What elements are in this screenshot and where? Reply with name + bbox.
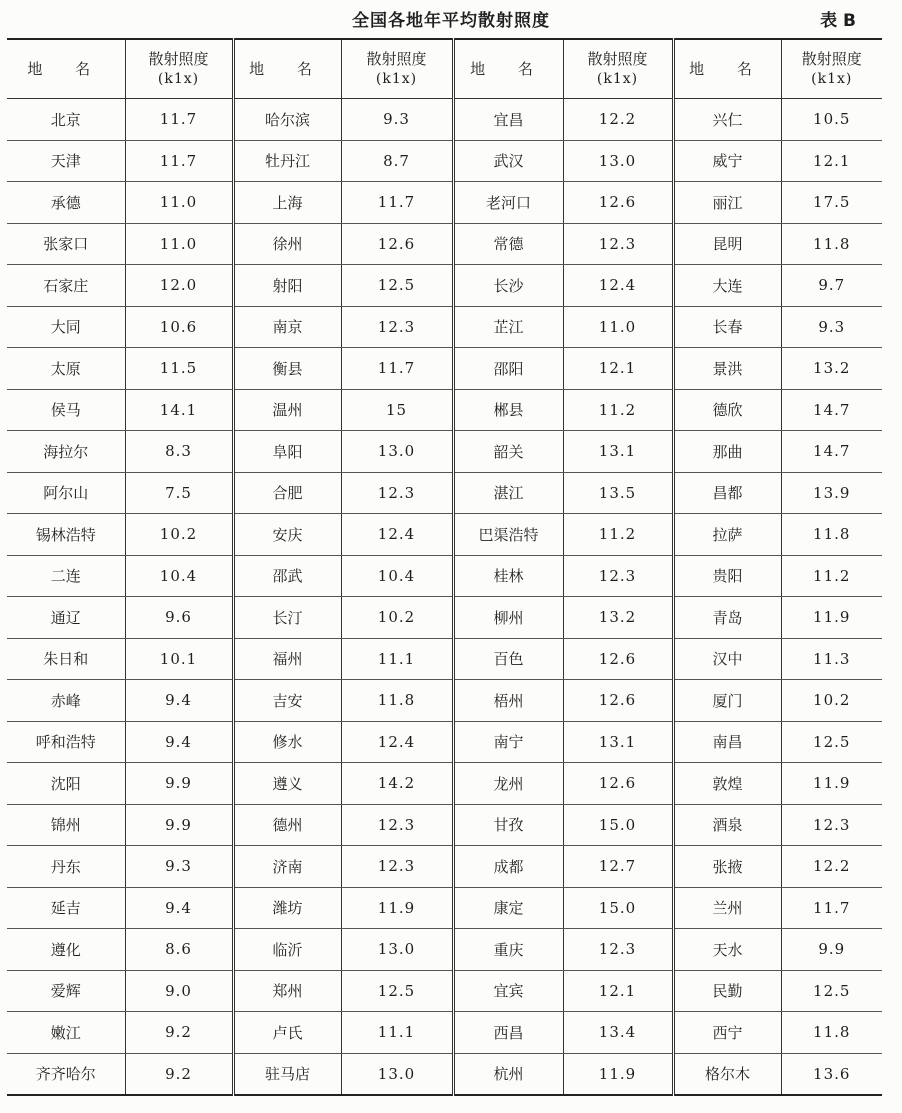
irradiance-value: 13.6 bbox=[781, 1053, 882, 1095]
irradiance-value: 14.7 bbox=[781, 389, 882, 431]
irradiance-value: 8.7 bbox=[341, 140, 453, 182]
station-name: 威宁 bbox=[673, 140, 781, 182]
irradiance-value: 11.8 bbox=[781, 514, 882, 556]
irradiance-value: 12.5 bbox=[341, 265, 453, 307]
station-name: 郑州 bbox=[233, 970, 341, 1012]
table-row bbox=[7, 887, 882, 929]
station-name: 锦州 bbox=[7, 804, 125, 846]
station-name: 牡丹江 bbox=[233, 140, 341, 182]
station-name: 杭州 bbox=[453, 1053, 563, 1095]
table-row bbox=[7, 1053, 882, 1095]
irradiance-value: 12.4 bbox=[341, 514, 453, 556]
irradiance-value: 12.6 bbox=[563, 638, 673, 680]
irradiance-value: 12.7 bbox=[563, 846, 673, 888]
irradiance-value: 13.1 bbox=[563, 721, 673, 763]
irradiance-value: 11.0 bbox=[125, 182, 233, 224]
irradiance-value: 9.4 bbox=[125, 887, 233, 929]
table-header-row bbox=[7, 39, 882, 99]
header-value-label: 散射照度 bbox=[801, 50, 862, 68]
station-name: 丽江 bbox=[673, 182, 781, 224]
irradiance-value: 13.0 bbox=[341, 1053, 453, 1095]
station-name: 南昌 bbox=[673, 721, 781, 763]
header-name-col-3: 地 名 bbox=[453, 39, 563, 99]
station-name: 长汀 bbox=[233, 597, 341, 639]
station-name: 大同 bbox=[7, 306, 125, 348]
header-unit-label: (k1x) bbox=[596, 71, 639, 87]
table-row bbox=[7, 223, 882, 265]
station-name: 徐州 bbox=[233, 223, 341, 265]
station-name: 武汉 bbox=[453, 140, 563, 182]
station-name: 安庆 bbox=[233, 514, 341, 556]
header-value-label: 散射照度 bbox=[148, 50, 209, 68]
irradiance-value: 13.2 bbox=[781, 348, 882, 390]
station-name: 贵阳 bbox=[673, 555, 781, 597]
station-name: 卢氏 bbox=[233, 1012, 341, 1054]
station-name: 阿尔山 bbox=[7, 472, 125, 514]
irradiance-value: 9.2 bbox=[125, 1053, 233, 1095]
irradiance-value: 14.2 bbox=[341, 763, 453, 805]
irradiance-value: 12.6 bbox=[341, 223, 453, 265]
irradiance-value: 11.7 bbox=[125, 99, 233, 141]
irradiance-value: 12.5 bbox=[781, 721, 882, 763]
irradiance-value: 11.7 bbox=[341, 348, 453, 390]
irradiance-value: 7.5 bbox=[125, 472, 233, 514]
table-row bbox=[7, 348, 882, 390]
station-name: 福州 bbox=[233, 638, 341, 680]
irradiance-value: 11.2 bbox=[563, 389, 673, 431]
irradiance-value: 10.2 bbox=[341, 597, 453, 639]
station-name: 拉萨 bbox=[673, 514, 781, 556]
table-row bbox=[7, 431, 882, 473]
irradiance-value: 13.4 bbox=[563, 1012, 673, 1054]
station-name: 汉中 bbox=[673, 638, 781, 680]
station-name: 青岛 bbox=[673, 597, 781, 639]
header-name-col-2: 地 名 bbox=[233, 39, 341, 99]
irradiance-value: 13.0 bbox=[341, 929, 453, 971]
irradiance-value: 9.3 bbox=[125, 846, 233, 888]
irradiance-value: 12.3 bbox=[341, 472, 453, 514]
station-name: 阜阳 bbox=[233, 431, 341, 473]
irradiance-value: 10.1 bbox=[125, 638, 233, 680]
irradiance-value: 10.2 bbox=[781, 680, 882, 722]
irradiance-value: 11.0 bbox=[125, 223, 233, 265]
irradiance-value: 12.5 bbox=[341, 970, 453, 1012]
station-name: 张家口 bbox=[7, 223, 125, 265]
station-name: 承德 bbox=[7, 182, 125, 224]
irradiance-value: 12.3 bbox=[563, 223, 673, 265]
station-name: 那曲 bbox=[673, 431, 781, 473]
station-name: 朱日和 bbox=[7, 638, 125, 680]
table-row bbox=[7, 306, 882, 348]
irradiance-value: 9.0 bbox=[125, 970, 233, 1012]
irradiance-value: 9.9 bbox=[781, 929, 882, 971]
station-name: 甘孜 bbox=[453, 804, 563, 846]
station-name: 康定 bbox=[453, 887, 563, 929]
irradiance-value: 9.9 bbox=[125, 763, 233, 805]
irradiance-value: 11.1 bbox=[341, 1012, 453, 1054]
station-name: 韶关 bbox=[453, 431, 563, 473]
station-name: 昌都 bbox=[673, 472, 781, 514]
station-name: 上海 bbox=[233, 182, 341, 224]
irradiance-value: 12.0 bbox=[125, 265, 233, 307]
irradiance-value: 11.8 bbox=[781, 1012, 882, 1054]
station-name: 邵武 bbox=[233, 555, 341, 597]
station-name: 遵化 bbox=[7, 929, 125, 971]
irradiance-value: 11.8 bbox=[781, 223, 882, 265]
station-name: 宜宾 bbox=[453, 970, 563, 1012]
page-title: 全国各地年平均散射照度 bbox=[352, 11, 550, 31]
station-name: 太原 bbox=[7, 348, 125, 390]
irradiance-value: 9.3 bbox=[341, 99, 453, 141]
station-name: 郴县 bbox=[453, 389, 563, 431]
station-name: 兰州 bbox=[673, 887, 781, 929]
irradiance-value: 12.1 bbox=[781, 140, 882, 182]
irradiance-value: 12.2 bbox=[563, 99, 673, 141]
table-row bbox=[7, 970, 882, 1012]
station-name: 敦煌 bbox=[673, 763, 781, 805]
station-name: 呼和浩特 bbox=[7, 721, 125, 763]
irradiance-value: 13.5 bbox=[563, 472, 673, 514]
station-name: 南京 bbox=[233, 306, 341, 348]
irradiance-value: 9.4 bbox=[125, 680, 233, 722]
station-name: 长春 bbox=[673, 306, 781, 348]
irradiance-value: 9.6 bbox=[125, 597, 233, 639]
irradiance-value: 15 bbox=[341, 389, 453, 431]
irradiance-value: 13.0 bbox=[341, 431, 453, 473]
station-name: 衡县 bbox=[233, 348, 341, 390]
irradiance-value: 11.9 bbox=[563, 1053, 673, 1095]
irradiance-value: 9.3 bbox=[781, 306, 882, 348]
station-name: 德欣 bbox=[673, 389, 781, 431]
station-name: 长沙 bbox=[453, 265, 563, 307]
station-name: 成都 bbox=[453, 846, 563, 888]
irradiance-value: 13.0 bbox=[563, 140, 673, 182]
station-name: 龙州 bbox=[453, 763, 563, 805]
station-name: 海拉尔 bbox=[7, 431, 125, 473]
table-row bbox=[7, 182, 882, 224]
station-name: 西昌 bbox=[453, 1012, 563, 1054]
irradiance-value: 11.1 bbox=[341, 638, 453, 680]
station-name: 宜昌 bbox=[453, 99, 563, 141]
irradiance-value: 12.4 bbox=[563, 265, 673, 307]
station-name: 修水 bbox=[233, 721, 341, 763]
table-body bbox=[7, 99, 882, 1096]
station-name: 济南 bbox=[233, 846, 341, 888]
table-row bbox=[7, 99, 882, 141]
irradiance-value: 12.3 bbox=[341, 804, 453, 846]
irradiance-value: 11.7 bbox=[781, 887, 882, 929]
table-row bbox=[7, 389, 882, 431]
irradiance-value: 11.3 bbox=[781, 638, 882, 680]
station-name: 通辽 bbox=[7, 597, 125, 639]
irradiance-value: 11.5 bbox=[125, 348, 233, 390]
irradiance-value: 12.1 bbox=[563, 348, 673, 390]
station-name: 温州 bbox=[233, 389, 341, 431]
header-value-col-3 bbox=[563, 39, 673, 99]
table-row bbox=[7, 929, 882, 971]
station-name: 北京 bbox=[7, 99, 125, 141]
station-name: 遵义 bbox=[233, 763, 341, 805]
station-name: 兴仁 bbox=[673, 99, 781, 141]
page-header bbox=[0, 0, 902, 36]
station-name: 锡林浩特 bbox=[7, 514, 125, 556]
irradiance-value: 10.4 bbox=[341, 555, 453, 597]
station-name: 临沂 bbox=[233, 929, 341, 971]
irradiance-value: 10.2 bbox=[125, 514, 233, 556]
table-row bbox=[7, 140, 882, 182]
header-name-col-4: 地 名 bbox=[673, 39, 781, 99]
station-name: 大连 bbox=[673, 265, 781, 307]
header-value-col-4 bbox=[781, 39, 882, 99]
table-row bbox=[7, 514, 882, 556]
station-name: 德州 bbox=[233, 804, 341, 846]
table-row bbox=[7, 763, 882, 805]
irradiance-value: 9.2 bbox=[125, 1012, 233, 1054]
irradiance-value: 8.3 bbox=[125, 431, 233, 473]
irradiance-value: 12.2 bbox=[781, 846, 882, 888]
header-value-col-1 bbox=[125, 39, 233, 99]
station-name: 吉安 bbox=[233, 680, 341, 722]
station-name: 赤峰 bbox=[7, 680, 125, 722]
irradiance-value: 13.9 bbox=[781, 472, 882, 514]
irradiance-table bbox=[7, 38, 882, 1096]
station-name: 侯马 bbox=[7, 389, 125, 431]
irradiance-value: 13.1 bbox=[563, 431, 673, 473]
irradiance-value: 9.9 bbox=[125, 804, 233, 846]
irradiance-value: 11.7 bbox=[341, 182, 453, 224]
station-name: 梧州 bbox=[453, 680, 563, 722]
irradiance-value: 13.2 bbox=[563, 597, 673, 639]
station-name: 景洪 bbox=[673, 348, 781, 390]
station-name: 格尔木 bbox=[673, 1053, 781, 1095]
irradiance-value: 12.4 bbox=[341, 721, 453, 763]
station-name: 哈尔滨 bbox=[233, 99, 341, 141]
table-row bbox=[7, 721, 882, 763]
station-name: 爱辉 bbox=[7, 970, 125, 1012]
irradiance-value: 11.8 bbox=[341, 680, 453, 722]
station-name: 丹东 bbox=[7, 846, 125, 888]
irradiance-value: 12.3 bbox=[781, 804, 882, 846]
station-name: 芷江 bbox=[453, 306, 563, 348]
station-name: 重庆 bbox=[453, 929, 563, 971]
station-name: 驻马店 bbox=[233, 1053, 341, 1095]
station-name: 嫩江 bbox=[7, 1012, 125, 1054]
irradiance-value: 11.2 bbox=[781, 555, 882, 597]
irradiance-value: 11.9 bbox=[781, 597, 882, 639]
irradiance-value: 11.7 bbox=[125, 140, 233, 182]
table-row bbox=[7, 555, 882, 597]
irradiance-value: 15.0 bbox=[563, 804, 673, 846]
station-name: 潍坊 bbox=[233, 887, 341, 929]
irradiance-value: 12.5 bbox=[781, 970, 882, 1012]
station-name: 巴渠浩特 bbox=[453, 514, 563, 556]
station-name: 民勤 bbox=[673, 970, 781, 1012]
station-name: 天津 bbox=[7, 140, 125, 182]
irradiance-value: 11.0 bbox=[563, 306, 673, 348]
table-row bbox=[7, 265, 882, 307]
irradiance-value: 11.9 bbox=[341, 887, 453, 929]
irradiance-value: 17.5 bbox=[781, 182, 882, 224]
station-name: 昆明 bbox=[673, 223, 781, 265]
table-row bbox=[7, 472, 882, 514]
irradiance-value: 12.6 bbox=[563, 680, 673, 722]
station-name: 合肥 bbox=[233, 472, 341, 514]
header-name-col-1: 地 名 bbox=[7, 39, 125, 99]
irradiance-value: 12.3 bbox=[341, 846, 453, 888]
irradiance-value: 12.3 bbox=[341, 306, 453, 348]
station-name: 百色 bbox=[453, 638, 563, 680]
irradiance-value: 12.6 bbox=[563, 182, 673, 224]
station-name: 邵阳 bbox=[453, 348, 563, 390]
irradiance-value: 11.9 bbox=[781, 763, 882, 805]
table-label: 表 B bbox=[820, 11, 856, 31]
header-unit-label: (k1x) bbox=[375, 71, 418, 87]
irradiance-value: 9.4 bbox=[125, 721, 233, 763]
header-value-label: 散射照度 bbox=[587, 50, 648, 68]
irradiance-value: 8.6 bbox=[125, 929, 233, 971]
station-name: 西宁 bbox=[673, 1012, 781, 1054]
station-name: 柳州 bbox=[453, 597, 563, 639]
irradiance-value: 12.6 bbox=[563, 763, 673, 805]
header-unit-label: (k1x) bbox=[811, 71, 853, 87]
station-name: 石家庄 bbox=[7, 265, 125, 307]
header-value-label: 散射照度 bbox=[366, 50, 427, 68]
station-name: 南宁 bbox=[453, 721, 563, 763]
station-name: 天水 bbox=[673, 929, 781, 971]
irradiance-value: 10.6 bbox=[125, 306, 233, 348]
irradiance-value: 10.4 bbox=[125, 555, 233, 597]
table-row bbox=[7, 846, 882, 888]
irradiance-value: 10.5 bbox=[781, 99, 882, 141]
table-row bbox=[7, 1012, 882, 1054]
station-name: 桂林 bbox=[453, 555, 563, 597]
table-row bbox=[7, 597, 882, 639]
irradiance-value: 15.0 bbox=[563, 887, 673, 929]
header-unit-label: (k1x) bbox=[157, 71, 200, 87]
header-value-col-2 bbox=[341, 39, 453, 99]
station-name: 射阳 bbox=[233, 265, 341, 307]
station-name: 老河口 bbox=[453, 182, 563, 224]
station-name: 齐齐哈尔 bbox=[7, 1053, 125, 1095]
station-name: 酒泉 bbox=[673, 804, 781, 846]
station-name: 张掖 bbox=[673, 846, 781, 888]
station-name: 延吉 bbox=[7, 887, 125, 929]
table-row bbox=[7, 638, 882, 680]
irradiance-value: 12.3 bbox=[563, 555, 673, 597]
table-row bbox=[7, 804, 882, 846]
irradiance-value: 14.1 bbox=[125, 389, 233, 431]
station-name: 常德 bbox=[453, 223, 563, 265]
irradiance-value: 12.3 bbox=[563, 929, 673, 971]
station-name: 二连 bbox=[7, 555, 125, 597]
table-row bbox=[7, 680, 882, 722]
irradiance-value: 11.2 bbox=[563, 514, 673, 556]
station-name: 湛江 bbox=[453, 472, 563, 514]
station-name: 沈阳 bbox=[7, 763, 125, 805]
irradiance-value: 9.7 bbox=[781, 265, 882, 307]
station-name: 厦门 bbox=[673, 680, 781, 722]
irradiance-value: 14.7 bbox=[781, 431, 882, 473]
irradiance-value: 12.1 bbox=[563, 970, 673, 1012]
